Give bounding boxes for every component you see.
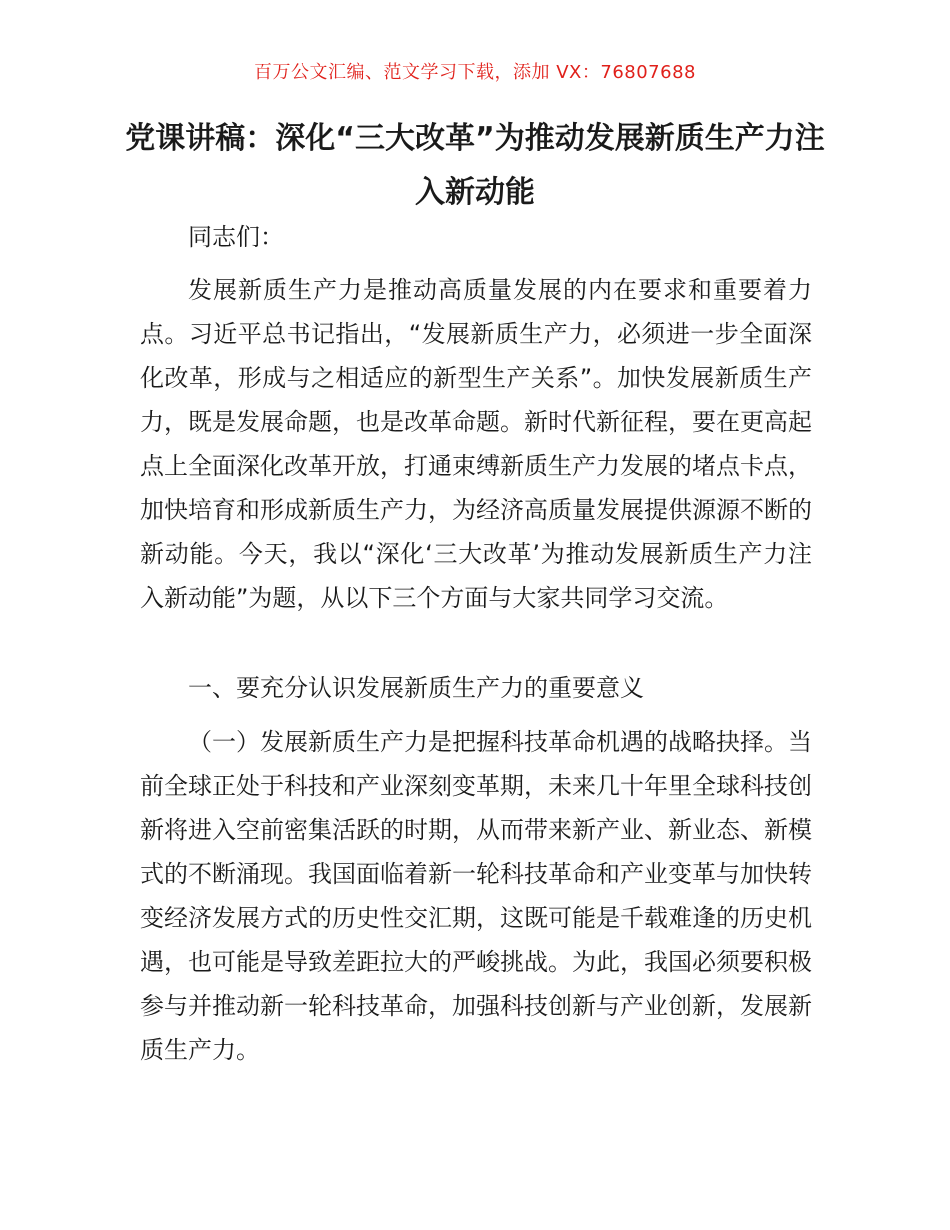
- document-title: 党课讲稿：深化“三大改革”为推动发展新质生产力注入新动能: [125, 121, 825, 210]
- section-heading-1: 一、要充分认识发展新质生产力的重要意义: [188, 674, 644, 702]
- salutation: 同志们：: [188, 223, 284, 251]
- subsection-paragraph-1: （一）发展新质生产力是把握科技革命机遇的战略抉择。当前全球正处于科技和产业深刻变革期，未来几十年里全球科技创新将进入空前密集活跃的时期，从而带来新产业、新业态、新模式的不断涌现。我国面临着新一轮科技革命和产业变革与加快转变经济发展方式的历史性交汇期，这既可能是千载难逢的历史机遇，也可能是导致差距拉大的严峻挑战。为此，我国必须要积极参与并推动新一轮科技革命，加强科技创新与产业创新，发展新质生产力。: [140, 728, 812, 1064]
- intro-paragraph: 发展新质生产力是推动高质量发展的内在要求和重要着力点。习近平总书记指出，“发展新质生产力，必须进一步全面深化改革，形成与之相适应的新型生产关系”。加快发展新质生产力，既是发展命题，也是改革命题。新时代新征程，要在更高起点上全面深化改革开放，打通束缚新质生产力发展的堵点卡点，加快培育和形成新质生产力，为经济高质量发展提供源源不断的新动能。今天，我以“深化‘三大改革’为推动发展新质生产力注入新动能”为题，从以下三个方面与大家共同学习交流。: [140, 276, 812, 612]
- header-watermark-note: 百万公文汇编、范文学习下载，添加 VX：76807688: [254, 62, 696, 83]
